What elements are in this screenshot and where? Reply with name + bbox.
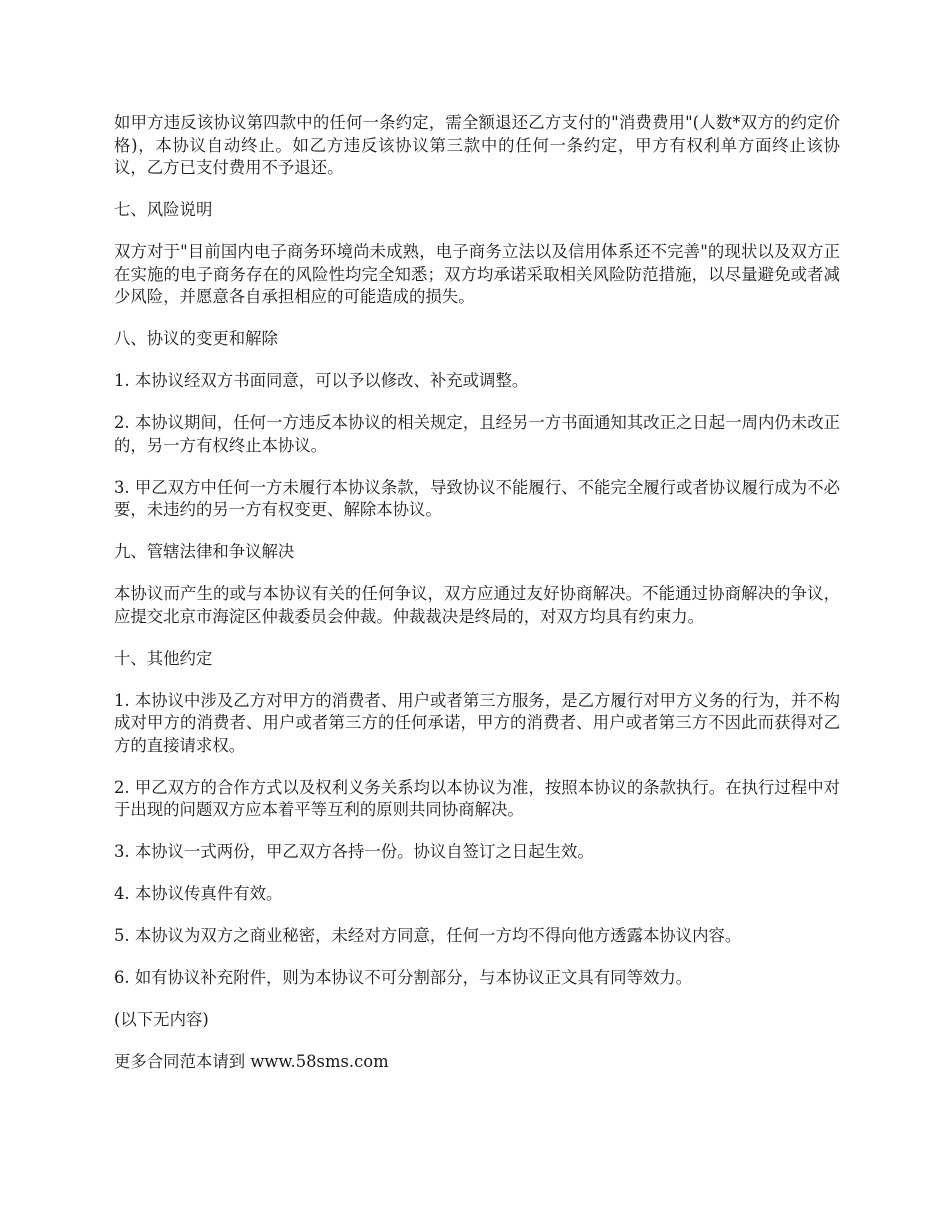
other-item-4: 4. 本协议传真件有效。 <box>114 884 283 903</box>
breach-clause-paragraph: 如甲方违反该协议第四款中的任何一条约定，需全额退还乙方支付的"消费费用"(人数*双方的约定价格)，本协议自动终止。如乙方违反该协议第三款中的任何一条约定，甲方有权利单方面终止该协议，乙方已支付费用不予退还。 <box>114 113 840 177</box>
section-heading-jurisdiction: 九、管辖法律和争议解决 <box>114 542 295 561</box>
section-heading-amendment: 八、协议的变更和解除 <box>114 329 278 348</box>
other-item-3: 3. 本协议一式两份，甲乙双方各持一份。协议自签订之日起生效。 <box>114 842 594 861</box>
other-item-6: 6. 如有协议补充附件，则为本协议不可分割部分，与本协议正文具有同等效力。 <box>114 968 693 987</box>
jurisdiction-paragraph: 本协议而产生的或与本协议有关的任何争议，双方应通过友好协商解决。不能通过协商解决的争议，应提交北京市海淀区仲裁委员会仲裁。仲裁裁决是终局的，对双方均具有约束力。 <box>114 584 840 626</box>
amendment-item-1: 1. 本协议经双方书面同意，可以予以修改、补充或调整。 <box>114 371 529 390</box>
section-heading-risk: 七、风险说明 <box>114 200 213 219</box>
risk-paragraph: 双方对于"目前国内电子商务环境尚未成熟，电子商务立法以及信用体系还不完善"的现状以及双方正在实施的电子商务存在的风险性均完全知悉；双方均承诺采取相关风险防范措施，以尽量避免或者减少风险，并愿意各自承担相应的可能造成的损失。 <box>114 242 840 306</box>
amendment-item-2: 2. 本协议期间，任何一方违反本协议的相关规定，且经另一方书面通知其改正之日起一周内仍未改正的，另一方有权终止本协议。 <box>114 413 840 455</box>
other-item-5: 5. 本协议为双方之商业秘密，未经对方同意，任何一方均不得向他方透露本协议内容。 <box>114 926 742 945</box>
section-heading-other: 十、其他约定 <box>114 648 213 668</box>
end-of-content-note: (以下无内容) <box>114 1010 209 1029</box>
footer-website-note: 更多合同范本请到 www.58sms.com <box>114 1052 389 1071</box>
amendment-item-3: 3. 甲乙双方中任何一方未履行本协议条款，导致协议不能履行、不能完全履行或者协议履行成为不必要，未违约的另一方有权变更、解除本协议。 <box>114 477 840 519</box>
other-item-2: 2. 甲乙双方的合作方式以及权利义务关系均以本协议为准，按照本协议的条款执行。在执行过程中对于出现的问题双方应本着平等互利的原则共同协商解决。 <box>114 777 840 819</box>
document-page <box>114 112 840 1093</box>
other-item-1: 1. 本协议中涉及乙方对甲方的消费者、用户或者第三方服务，是乙方履行对甲方义务的行为，并不构成对甲方的消费者、用户或者第三方的任何承诺，甲方的消费者、用户或者第三方不因此而获得对乙方的直接请求权。 <box>114 690 840 755</box>
